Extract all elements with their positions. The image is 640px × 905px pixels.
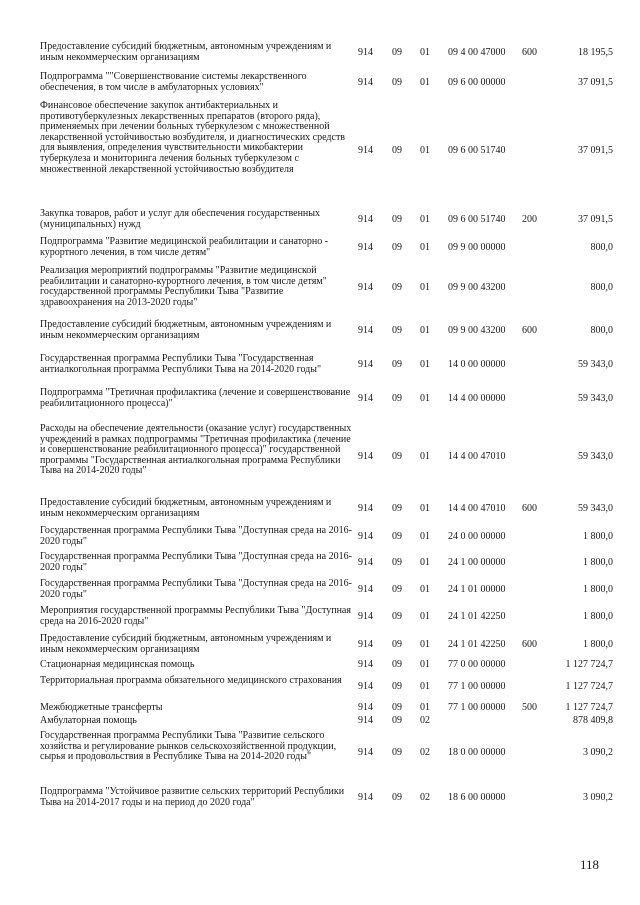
- row-subsection-code: 01: [420, 282, 430, 293]
- row-expense-type-code: 600: [522, 639, 537, 650]
- row-subsection-code: 02: [420, 792, 430, 803]
- row-ministry-code: 914: [358, 557, 373, 568]
- row-ministry-code: 914: [358, 359, 373, 370]
- row-ministry-code: 914: [358, 214, 373, 225]
- row-expense-type-code: 600: [522, 503, 537, 514]
- row-subsection-code: 01: [420, 47, 430, 58]
- row-description: Предоставление субсидий бюджетным, автономным учреждениям и иным некоммерческим организациям: [40, 633, 332, 655]
- row-subsection-code: 01: [420, 145, 430, 156]
- row-amount: 37 091,5: [578, 77, 613, 88]
- row-description: Государственная программа Республики Тыва "Доступная среда на 2016-2020 годы": [40, 525, 352, 547]
- row-target-code: 14 0 00 00000: [448, 359, 506, 370]
- row-ministry-code: 914: [358, 715, 373, 726]
- row-section-code: 09: [392, 77, 402, 88]
- row-ministry-code: 914: [358, 451, 373, 462]
- row-amount: 1 800,0: [583, 639, 613, 650]
- row-section-code: 09: [392, 702, 402, 713]
- row-section-code: 09: [392, 242, 402, 253]
- row-amount: 59 343,0: [578, 359, 613, 370]
- row-description: Предоставление субсидий бюджетным, автономным учреждениям и иным некоммерческим организациям: [40, 497, 332, 519]
- row-description: Подпрограмма "Третичная профилактика (лечение и совершенствование реабилитационного процесса)": [40, 387, 351, 409]
- row-description: Государственная программа Республики Тыва "Доступная среда на 2016-2020 годы": [40, 551, 352, 573]
- row-section-code: 09: [392, 611, 402, 622]
- row-section-code: 09: [392, 282, 402, 293]
- row-description: Подпрограмма "Развитие медицинской реабилитации и санаторно - курортного лечения, в том числе детям": [40, 236, 329, 258]
- row-description: Реализация мероприятий подпрограммы "Развитие медицинской реабилитации и санаторно-курортного лечения, в том числе детям" государственной программы Республики Тыва "Развитие здравоохранения на 2013-2020 годы": [40, 265, 327, 308]
- row-description: Территориальная программа обязательного медицинского страхования: [40, 675, 342, 686]
- row-amount: 1 127 724,7: [565, 659, 613, 670]
- row-subsection-code: 01: [420, 681, 430, 692]
- row-section-code: 09: [392, 747, 402, 758]
- row-section-code: 09: [392, 503, 402, 514]
- row-ministry-code: 914: [358, 145, 373, 156]
- row-target-code: 77 0 00 00000: [448, 659, 506, 670]
- row-ministry-code: 914: [358, 747, 373, 758]
- row-amount: 18 195,5: [578, 47, 613, 58]
- row-subsection-code: 01: [420, 214, 430, 225]
- row-section-code: 09: [392, 639, 402, 650]
- row-amount: 800,0: [590, 325, 613, 336]
- row-target-code: 09 6 00 51740: [448, 214, 506, 225]
- row-amount: 1 127 724,7: [565, 681, 613, 692]
- row-section-code: 09: [392, 557, 402, 568]
- row-description: Финансовое обеспечение закупок антибактериальных и противотуберкулезных лекарственных препаратов (второго ряда), применяемых при лечении больных туберкулезом с множественной лекарственной устойчивостью возбудителя, и диагностических средств для выявления, определения чувствительности микобактерии туберкулеза и мониторинга лечения больных туберкулезом с множественной лекарственной устойчивостью возбудителя: [40, 100, 346, 175]
- row-ministry-code: 914: [358, 639, 373, 650]
- row-amount: 59 343,0: [578, 503, 613, 514]
- row-section-code: 09: [392, 393, 402, 404]
- row-description: Расходы на обеспечение деятельности (оказание услуг) государственных учреждений в рамках подпрограммы "Третичная профилактика (лечение и совершенствование реабилитационного процесса)" государственной программы "Государственная антиалкогольная программа Республики Тыва на 2014-2020 годы": [40, 423, 352, 477]
- row-target-code: 24 0 00 00000: [448, 531, 506, 542]
- row-amount: 3 090,2: [583, 792, 613, 803]
- row-amount: 1 800,0: [583, 531, 613, 542]
- row-subsection-code: 01: [420, 359, 430, 370]
- row-amount: 1 800,0: [583, 557, 613, 568]
- row-subsection-code: 01: [420, 451, 430, 462]
- row-description: Амбулаторная помощь: [40, 715, 137, 726]
- row-description: Предоставление субсидий бюджетным, автономным учреждениям и иным некоммерческим организациям: [40, 41, 332, 63]
- row-ministry-code: 914: [358, 282, 373, 293]
- row-ministry-code: 914: [358, 393, 373, 404]
- row-expense-type-code: 200: [522, 214, 537, 225]
- row-description: Государственная программа Республики Тыва "Развитие сельского хозяйства и регулирование рынков сельскохозяйственной продукции, сырья и продовольствия в Республике Тыва на 2014-2020 годы": [40, 730, 337, 763]
- row-description: Стационарная медицинская помощь: [40, 659, 195, 670]
- row-ministry-code: 914: [358, 47, 373, 58]
- row-subsection-code: 01: [420, 393, 430, 404]
- row-ministry-code: 914: [358, 659, 373, 670]
- row-amount: 800,0: [590, 242, 613, 253]
- row-amount: 37 091,5: [578, 214, 613, 225]
- row-section-code: 09: [392, 681, 402, 692]
- row-subsection-code: 02: [420, 747, 430, 758]
- row-target-code: 24 1 01 00000: [448, 584, 506, 595]
- row-amount: 800,0: [590, 282, 613, 293]
- row-ministry-code: 914: [358, 792, 373, 803]
- row-subsection-code: 01: [420, 639, 430, 650]
- row-ministry-code: 914: [358, 325, 373, 336]
- row-target-code: 09 9 00 43200: [448, 282, 506, 293]
- row-target-code: 09 9 00 43200: [448, 325, 506, 336]
- row-ministry-code: 914: [358, 531, 373, 542]
- row-target-code: 14 4 00 47010: [448, 451, 506, 462]
- row-subsection-code: 01: [420, 557, 430, 568]
- row-description: Предоставление субсидий бюджетным, автономным учреждениям и иным некоммерческим организациям: [40, 319, 332, 341]
- row-subsection-code: 01: [420, 77, 430, 88]
- row-ministry-code: 914: [358, 242, 373, 253]
- row-section-code: 09: [392, 584, 402, 595]
- row-amount: 37 091,5: [578, 145, 613, 156]
- row-target-code: 24 1 01 42250: [448, 611, 506, 622]
- row-target-code: 09 9 00 00000: [448, 242, 506, 253]
- row-section-code: 09: [392, 715, 402, 726]
- row-section-code: 09: [392, 214, 402, 225]
- row-section-code: 09: [392, 145, 402, 156]
- row-amount: 3 090,2: [583, 747, 613, 758]
- row-ministry-code: 914: [358, 702, 373, 713]
- row-description: Государственная программа Республики Тыва "Доступная среда на 2016-2020 годы": [40, 578, 352, 600]
- row-amount: 1 800,0: [583, 611, 613, 622]
- row-section-code: 09: [392, 325, 402, 336]
- row-target-code: 09 4 00 47000: [448, 47, 506, 58]
- row-target-code: 24 1 01 42250: [448, 639, 506, 650]
- row-description: Государственная программа Республики Тыва "Государственная антиалкогольная программа Республики Тыва на 2014-2020 годы": [40, 353, 322, 375]
- row-subsection-code: 01: [420, 702, 430, 713]
- row-subsection-code: 01: [420, 584, 430, 595]
- row-target-code: 14 4 00 47010: [448, 503, 506, 514]
- row-ministry-code: 914: [358, 584, 373, 595]
- row-section-code: 09: [392, 451, 402, 462]
- row-subsection-code: 01: [420, 531, 430, 542]
- row-section-code: 09: [392, 659, 402, 670]
- row-description: Межбюджетные трансферты: [40, 702, 163, 713]
- row-subsection-code: 01: [420, 659, 430, 670]
- row-section-code: 09: [392, 359, 402, 370]
- row-target-code: 18 0 00 00000: [448, 747, 506, 758]
- row-target-code: 14 4 00 00000: [448, 393, 506, 404]
- row-expense-type-code: 600: [522, 47, 537, 58]
- row-amount: 1 127 724,7: [565, 702, 613, 713]
- row-ministry-code: 914: [358, 77, 373, 88]
- row-ministry-code: 914: [358, 681, 373, 692]
- row-section-code: 09: [392, 531, 402, 542]
- row-subsection-code: 01: [420, 503, 430, 514]
- row-amount: 878 409,8: [573, 715, 613, 726]
- row-section-code: 09: [392, 47, 402, 58]
- row-target-code: 18 6 00 00000: [448, 792, 506, 803]
- row-subsection-code: 01: [420, 242, 430, 253]
- row-expense-type-code: 500: [522, 702, 537, 713]
- page-number: 118: [580, 857, 600, 872]
- row-target-code: 77 1 00 00000: [448, 681, 506, 692]
- row-subsection-code: 01: [420, 611, 430, 622]
- row-ministry-code: 914: [358, 611, 373, 622]
- row-description: Закупка товаров, работ и услуг для обеспечения государственных (муниципальных) нужд: [40, 208, 321, 230]
- row-amount: 1 800,0: [583, 584, 613, 595]
- row-ministry-code: 914: [358, 503, 373, 514]
- row-amount: 59 343,0: [578, 393, 613, 404]
- row-description: Мероприятия государственной программы Республики Тыва "Доступная среда на 2016-2020 годы": [40, 605, 351, 627]
- row-subsection-code: 02: [420, 715, 430, 726]
- row-target-code: 09 6 00 00000: [448, 77, 506, 88]
- row-subsection-code: 01: [420, 325, 430, 336]
- row-expense-type-code: 600: [522, 325, 537, 336]
- row-target-code: 09 6 00 51740: [448, 145, 506, 156]
- row-target-code: 24 1 00 00000: [448, 557, 506, 568]
- row-amount: 59 343,0: [578, 451, 613, 462]
- row-target-code: 77 1 00 00000: [448, 702, 506, 713]
- row-description: Подпрограмма ""Совершенствование системы лекарственного обеспечения, в том числе в амбулаторных условиях": [40, 71, 307, 93]
- row-section-code: 09: [392, 792, 402, 803]
- row-description: Подпрограмма "Устойчивое развитие сельских территорий Республики Тыва на 2014-2017 годы и на период до 2020 года": [40, 786, 345, 808]
